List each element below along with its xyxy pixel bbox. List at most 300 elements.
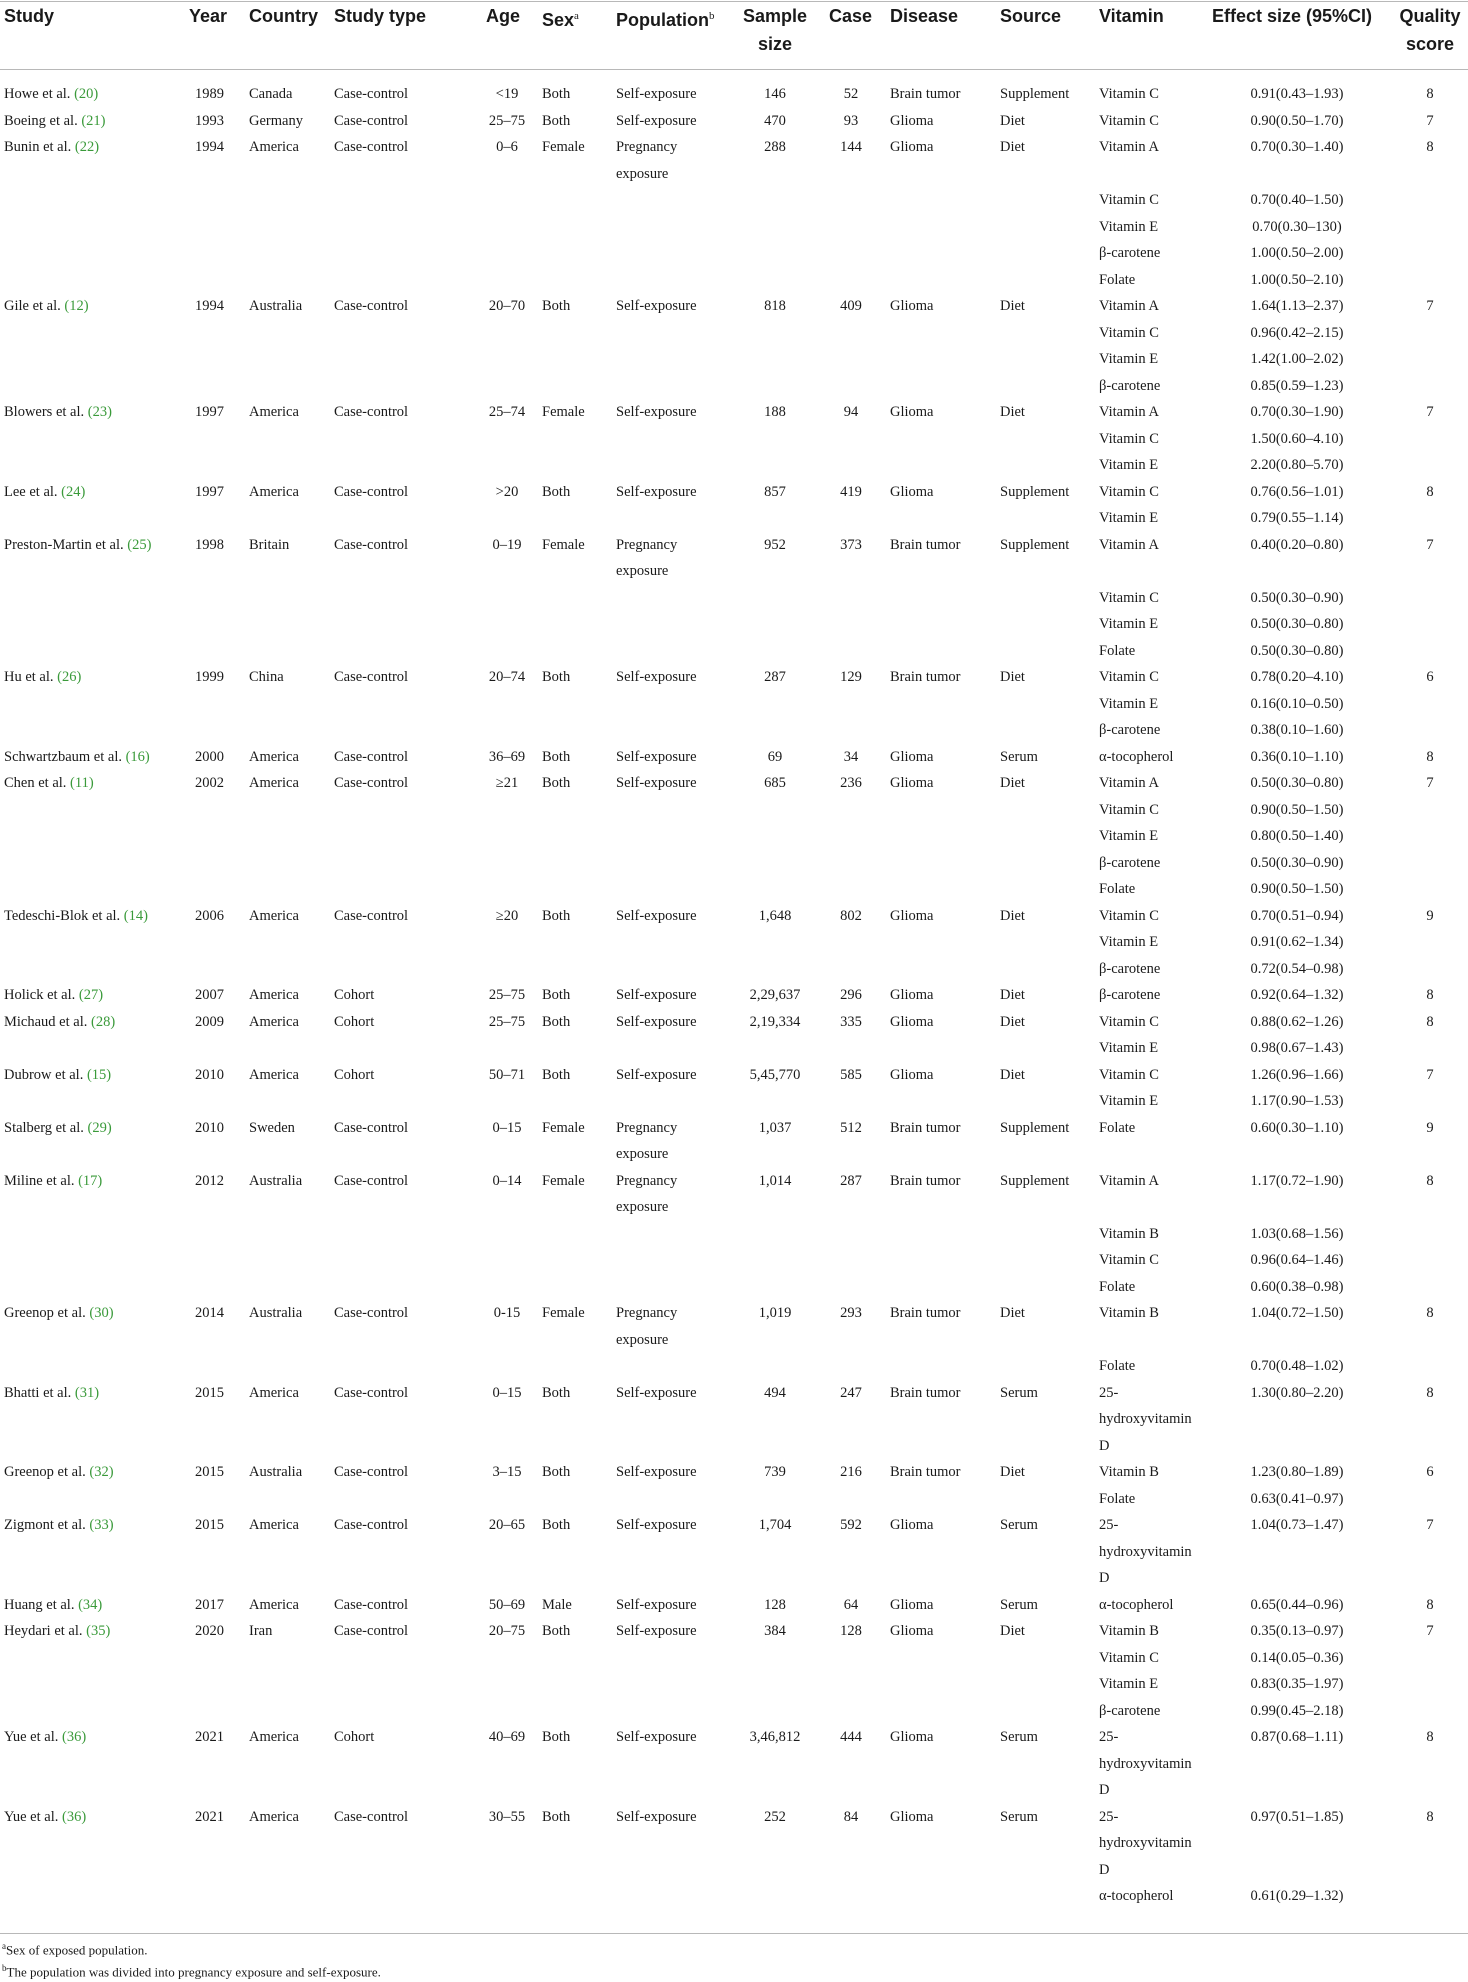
study-sex: Both xyxy=(542,1066,571,1083)
study-quality-score: 7 xyxy=(1426,298,1434,314)
study-reference-link[interactable]: (36) xyxy=(61,1729,87,1745)
study-sample-size: 2,19,334 xyxy=(749,1013,801,1030)
study-case-count: 52 xyxy=(843,86,859,102)
study-population: Self-exposure xyxy=(616,1623,697,1639)
effect-size: 0.16(0.10–0.50) xyxy=(1250,695,1344,712)
study-year: 2010 xyxy=(195,1066,224,1083)
study-disease: Glioma xyxy=(890,1623,934,1639)
study-age: 20–65 xyxy=(488,1517,526,1533)
study-name xyxy=(4,1617,110,1645)
study-source: Supplement xyxy=(1000,536,1070,553)
vitamin-name: Vitamin A xyxy=(1099,298,1159,314)
study-disease: Glioma xyxy=(890,298,934,314)
study-reference-link[interactable]: (14) xyxy=(123,907,148,924)
study-country: Germany xyxy=(249,112,303,129)
footnote-a xyxy=(2,1937,381,1959)
vitamin-name: α-tocopherol xyxy=(1099,748,1174,765)
study-case-count: 144 xyxy=(840,139,862,155)
study-population: Self-exposure xyxy=(616,1464,697,1480)
effect-size: 0.60(0.30–1.10) xyxy=(1250,1119,1344,1136)
study-case-count: 802 xyxy=(840,907,862,924)
study-sample-size: 69 xyxy=(767,748,783,765)
study-disease: Brain tumor xyxy=(890,1172,961,1189)
effect-size: 0.90(0.50–1.50) xyxy=(1250,881,1344,897)
study-population: exposure xyxy=(616,1199,669,1215)
study-case-count: 247 xyxy=(840,1384,862,1401)
header-study: Study xyxy=(4,6,55,26)
effect-size: 0.70(0.48–1.02) xyxy=(1250,1358,1344,1374)
study-source: Serum xyxy=(1000,1517,1038,1533)
vitamin-name: β-carotene xyxy=(1099,854,1161,871)
vitamin-name: Vitamin C xyxy=(1099,192,1159,208)
study-name xyxy=(4,1591,102,1619)
study-population: Self-exposure xyxy=(616,298,697,314)
study-quality-score: 7 xyxy=(1426,404,1434,420)
study-case-count: 84 xyxy=(843,1808,859,1825)
study-year: 2021 xyxy=(195,1729,224,1745)
study-population: Self-exposure xyxy=(616,907,697,924)
vitamin-name: Folate xyxy=(1099,1490,1136,1507)
study-sex: Both xyxy=(542,1384,571,1401)
study-source: Supplement xyxy=(1000,483,1070,500)
study-sample-size: 1,704 xyxy=(758,1517,792,1533)
study-case-count: 128 xyxy=(840,1623,862,1639)
study-name xyxy=(4,1061,111,1089)
vitamin-name: Vitamin E xyxy=(1099,1040,1159,1056)
study-disease: Glioma xyxy=(890,1729,934,1745)
study-reference-link[interactable]: (11) xyxy=(70,775,94,791)
study-type: Cohort xyxy=(334,1013,375,1030)
study-year: 2015 xyxy=(195,1464,224,1480)
study-sex: Both xyxy=(542,1517,571,1533)
header-effect-size: Effect size (95%CI) xyxy=(1212,6,1373,26)
study-type: Case-control xyxy=(334,112,409,129)
study-quality-score: 8 xyxy=(1426,1729,1434,1745)
study-population: exposure xyxy=(616,1331,669,1348)
effect-size: 0.38(0.10–1.60) xyxy=(1250,722,1344,738)
study-sex: Female xyxy=(542,1305,585,1321)
study-country: Australia xyxy=(249,1305,303,1321)
study-source: Supplement xyxy=(1000,86,1070,102)
header-disease: Disease xyxy=(890,6,959,26)
study-population: exposure xyxy=(616,1146,669,1162)
vitamin-name: Vitamin C xyxy=(1099,86,1159,102)
effect-size: 0.76(0.56–1.01) xyxy=(1250,483,1344,500)
footnote-a-text: Sex of exposed population. xyxy=(6,1942,148,1958)
study-author: Zigmont et al. xyxy=(4,1517,86,1533)
study-disease: Glioma xyxy=(890,987,934,1003)
study-author: Schwartzbaum et al. xyxy=(4,748,122,765)
study-sample-size: 5,45,770 xyxy=(749,1066,801,1083)
study-reference-link[interactable]: (23) xyxy=(87,404,112,420)
header-sample-size-line2: size xyxy=(757,34,793,54)
vitamin-name: Vitamin C xyxy=(1099,483,1159,500)
study-reference-link[interactable]: (31) xyxy=(74,1384,100,1401)
study-reference-link[interactable]: (15) xyxy=(86,1066,112,1083)
study-type: Case-control xyxy=(334,1172,409,1189)
study-country: America xyxy=(249,775,299,791)
effect-size: 0.70(0.51–0.94) xyxy=(1250,907,1344,924)
effect-size: 0.50(0.30–0.90) xyxy=(1250,854,1344,871)
vitamin-name: Vitamin A xyxy=(1099,404,1159,420)
study-quality-score: 8 xyxy=(1426,1808,1434,1825)
study-year: 2015 xyxy=(195,1384,224,1401)
study-sample-size: 857 xyxy=(764,483,786,500)
study-year: 2012 xyxy=(195,1172,224,1189)
effect-size: 1.30(0.80–2.20) xyxy=(1250,1384,1344,1401)
vitamin-name: Vitamin E xyxy=(1099,828,1159,844)
vitamin-name: Vitamin E xyxy=(1099,695,1159,712)
header-population-footnote-mark: b xyxy=(709,10,715,22)
study-year: 2014 xyxy=(195,1305,224,1321)
study-type: Case-control xyxy=(334,1808,409,1825)
study-disease: Glioma xyxy=(890,907,934,924)
study-case-count: 444 xyxy=(840,1729,862,1745)
study-year: 2010 xyxy=(195,1119,224,1136)
vitamin-name: Folate xyxy=(1099,1278,1136,1295)
study-reference-link[interactable]: (22) xyxy=(74,139,100,155)
effect-size: 0.61(0.29–1.32) xyxy=(1250,1888,1344,1904)
study-quality-score: 8 xyxy=(1426,1305,1434,1321)
study-sample-size: 3,46,812 xyxy=(749,1729,801,1745)
study-population: Self-exposure xyxy=(616,1729,697,1745)
vitamin-name: α-tocopherol xyxy=(1099,1888,1174,1904)
study-quality-score: 8 xyxy=(1426,987,1434,1003)
study-quality-score: 8 xyxy=(1426,1013,1434,1030)
vitamin-name: Vitamin B xyxy=(1099,1305,1159,1321)
study-name xyxy=(4,1803,86,1831)
study-name xyxy=(4,743,150,771)
study-case-count: 335 xyxy=(840,1013,862,1030)
study-disease: Glioma xyxy=(890,748,934,765)
table-header-rule xyxy=(0,69,1468,70)
study-name xyxy=(4,531,151,559)
effect-size: 1.04(0.72–1.50) xyxy=(1250,1305,1344,1321)
vitamin-name: Vitamin C xyxy=(1099,1252,1159,1268)
study-age: 25–75 xyxy=(488,987,526,1003)
vitamin-name: Folate xyxy=(1099,642,1136,659)
effect-size: 0.85(0.59–1.23) xyxy=(1250,377,1344,394)
study-country: America xyxy=(249,1808,299,1825)
study-reference-link[interactable]: (26) xyxy=(57,669,82,685)
effect-size: 0.88(0.62–1.26) xyxy=(1250,1013,1344,1030)
study-author: Preston-Martin et al. xyxy=(4,536,124,553)
study-name xyxy=(4,1299,114,1327)
header-population xyxy=(616,2,715,34)
vitamin-name: β-carotene xyxy=(1099,1702,1161,1719)
study-quality-score: 7 xyxy=(1426,1066,1434,1083)
vitamin-name: Folate xyxy=(1099,1358,1136,1374)
vitamin-name: Vitamin B xyxy=(1099,1623,1159,1639)
vitamin-name: Vitamin E xyxy=(1099,1676,1159,1692)
study-country: America xyxy=(249,483,299,500)
study-case-count: 64 xyxy=(843,1596,859,1613)
study-author: Lee et al. xyxy=(4,483,58,500)
effect-size: 0.70(0.30–1.40) xyxy=(1250,139,1344,155)
study-quality-score: 8 xyxy=(1426,483,1434,500)
study-country: Sweden xyxy=(249,1119,295,1136)
study-sample-size: 470 xyxy=(764,112,786,129)
vitamin-name: Vitamin C xyxy=(1099,1013,1159,1030)
vitamin-name: Vitamin C xyxy=(1099,1066,1159,1083)
study-type: Cohort xyxy=(334,1729,375,1745)
study-source: Diet xyxy=(1000,907,1025,924)
vitamin-name: Vitamin A xyxy=(1099,775,1159,791)
study-population: Pregnancy xyxy=(616,1119,678,1136)
study-reference-link[interactable]: (20) xyxy=(74,86,99,102)
study-year: 1999 xyxy=(195,669,224,685)
vitamin-name: hydroxyvitamin xyxy=(1099,1543,1192,1560)
study-author: Greenop et al. xyxy=(4,1464,86,1480)
study-type: Case-control xyxy=(334,404,409,420)
study-population: Pregnancy xyxy=(616,1172,678,1189)
study-population: Self-exposure xyxy=(616,1808,697,1825)
study-population: Self-exposure xyxy=(616,1013,697,1030)
study-sex: Both xyxy=(542,1464,571,1480)
study-reference-link[interactable]: (27) xyxy=(78,987,104,1003)
study-author: Heydari et al. xyxy=(4,1623,83,1639)
vitamin-name: Vitamin C xyxy=(1099,669,1159,685)
vitamin-name: Folate xyxy=(1099,271,1136,288)
study-age: 25–75 xyxy=(488,1013,526,1030)
study-reference-link[interactable]: (21) xyxy=(81,112,106,129)
study-sex: Female xyxy=(542,1119,585,1136)
study-name xyxy=(4,663,81,691)
vitamin-name: Vitamin C xyxy=(1099,801,1159,818)
study-country: America xyxy=(249,748,299,765)
study-reference-link[interactable]: (36) xyxy=(61,1808,87,1825)
study-population: Self-exposure xyxy=(616,1066,697,1083)
study-source: Diet xyxy=(1000,1464,1025,1480)
study-case-count: 216 xyxy=(840,1464,862,1480)
study-reference-link[interactable]: (35) xyxy=(86,1623,111,1639)
study-year: 2017 xyxy=(195,1596,224,1613)
study-case-count: 592 xyxy=(840,1517,862,1533)
effect-size: 0.79(0.55–1.14) xyxy=(1250,510,1344,526)
study-sex: Both xyxy=(542,987,571,1003)
study-type: Case-control xyxy=(334,139,409,155)
study-source: Serum xyxy=(1000,748,1038,765)
study-type: Case-control xyxy=(334,536,409,553)
header-country: Country xyxy=(249,6,318,26)
effect-size: 1.00(0.50–2.00) xyxy=(1250,245,1344,261)
vitamin-name: 25- xyxy=(1099,1808,1119,1825)
study-sex: Both xyxy=(542,1623,571,1639)
study-population: Pregnancy xyxy=(616,139,678,155)
study-sex: Both xyxy=(542,298,571,314)
study-author: Boeing et al. xyxy=(4,112,78,129)
study-quality-score: 6 xyxy=(1426,669,1434,685)
study-author: Yue et al. xyxy=(4,1729,59,1745)
effect-size: 0.70(0.30–130) xyxy=(1252,218,1342,235)
vitamin-name: 25- xyxy=(1099,1729,1119,1745)
study-source: Diet xyxy=(1000,1066,1025,1083)
study-population: Self-exposure xyxy=(616,1517,697,1533)
study-quality-score: 9 xyxy=(1426,907,1434,924)
study-case-count: 293 xyxy=(840,1305,862,1321)
study-population: Self-exposure xyxy=(616,1384,697,1401)
study-sample-size: 1,014 xyxy=(758,1172,792,1189)
header-population-label: Population xyxy=(616,10,709,30)
vitamin-name: Folate xyxy=(1099,1119,1136,1136)
effect-size: 1.23(0.80–1.89) xyxy=(1250,1464,1344,1480)
study-country: America xyxy=(249,1384,299,1401)
study-source: Diet xyxy=(1000,298,1025,314)
study-age: 40–69 xyxy=(488,1729,526,1745)
header-age: Age xyxy=(486,6,521,26)
header-study-type: Study type xyxy=(334,6,427,26)
study-author: Yue et al. xyxy=(4,1808,59,1825)
study-reference-link[interactable]: (17) xyxy=(78,1172,103,1189)
study-sample-size: 252 xyxy=(764,1808,786,1825)
study-name xyxy=(4,133,99,161)
study-sample-size: 146 xyxy=(764,86,786,102)
effect-size: 0.14(0.05–0.36) xyxy=(1250,1649,1344,1666)
study-author: Chen et al. xyxy=(4,775,67,791)
study-age: 25–75 xyxy=(488,112,526,129)
study-name xyxy=(4,1723,86,1751)
header-quality-score xyxy=(1394,2,1466,58)
effect-size: 0.97(0.51–1.85) xyxy=(1250,1808,1344,1825)
study-population: Self-exposure xyxy=(616,86,697,102)
study-author: Blowers et al. xyxy=(4,404,85,420)
effect-size: 0.70(0.40–1.50) xyxy=(1250,192,1344,208)
study-name xyxy=(4,1379,99,1407)
header-vitamin: Vitamin xyxy=(1099,6,1164,26)
effect-size: 0.70(0.30–1.90) xyxy=(1250,404,1344,420)
header-source: Source xyxy=(1000,6,1062,26)
study-author: Miline et al. xyxy=(4,1172,75,1189)
effect-size: 0.87(0.68–1.11) xyxy=(1250,1729,1344,1745)
study-quality-score: 8 xyxy=(1426,86,1434,102)
study-sample-size: 1,648 xyxy=(758,907,792,924)
study-author: Stalberg et al. xyxy=(4,1119,84,1136)
study-sample-size: 188 xyxy=(764,404,786,420)
study-reference-link[interactable]: (25) xyxy=(127,536,152,553)
study-sample-size: 287 xyxy=(764,669,786,685)
study-reference-link[interactable]: (16) xyxy=(125,748,150,765)
effect-size: 0.65(0.44–0.96) xyxy=(1250,1596,1344,1613)
study-year: 1997 xyxy=(195,483,224,500)
effect-size: 0.63(0.41–0.97) xyxy=(1250,1490,1344,1507)
header-quality-line2: score xyxy=(1405,34,1455,54)
study-reference-link[interactable]: (32) xyxy=(89,1464,114,1480)
study-population: Pregnancy xyxy=(616,1305,678,1321)
study-reference-link[interactable]: (33) xyxy=(89,1517,114,1533)
study-reference-link[interactable]: (30) xyxy=(89,1305,114,1321)
study-disease: Glioma xyxy=(890,112,934,129)
effect-size: 0.90(0.50–1.50) xyxy=(1250,801,1344,818)
study-source: Diet xyxy=(1000,1623,1025,1639)
study-country: Australia xyxy=(249,1172,303,1189)
study-quality-score: 6 xyxy=(1426,1464,1434,1480)
effect-size: 1.17(0.90–1.53) xyxy=(1250,1093,1344,1109)
study-type: Case-control xyxy=(334,748,409,765)
vitamin-name: D xyxy=(1099,1570,1110,1586)
study-reference-link[interactable]: (28) xyxy=(90,1013,116,1030)
vitamin-name: Vitamin E xyxy=(1099,510,1159,526)
study-year: 2006 xyxy=(195,907,224,924)
vitamin-name: Vitamin E xyxy=(1099,934,1159,950)
study-reference-link[interactable]: (29) xyxy=(87,1119,112,1136)
study-reference-link[interactable]: (34) xyxy=(78,1596,103,1613)
study-type: Case-control xyxy=(334,86,409,102)
header-sex xyxy=(542,2,579,34)
vitamin-name: Vitamin A xyxy=(1099,1172,1159,1189)
study-author: Tedeschi-Blok et al. xyxy=(4,907,121,924)
header-case: Case xyxy=(829,6,873,26)
study-sex: Both xyxy=(542,112,571,129)
study-type: Case-control xyxy=(334,1119,409,1136)
vitamin-name: Vitamin E xyxy=(1099,1093,1159,1109)
study-disease: Glioma xyxy=(890,404,934,420)
vitamin-name: Vitamin E xyxy=(1099,351,1159,367)
study-population: Self-exposure xyxy=(616,669,697,685)
study-name xyxy=(4,1458,114,1486)
study-author: Michaud et al. xyxy=(4,1013,88,1030)
study-sample-size: 494 xyxy=(764,1384,786,1401)
study-disease: Brain tumor xyxy=(890,86,961,102)
study-age: ≥21 xyxy=(495,775,519,791)
vitamin-name: Vitamin B xyxy=(1099,1464,1159,1480)
vitamin-name: Folate xyxy=(1099,881,1136,897)
study-year: 1998 xyxy=(195,536,224,553)
study-name xyxy=(4,769,94,797)
study-case-count: 296 xyxy=(840,987,862,1003)
study-year: 1994 xyxy=(195,298,224,314)
study-sex: Both xyxy=(542,1808,571,1825)
vitamin-name: Vitamin C xyxy=(1099,589,1159,606)
study-source: Diet xyxy=(1000,775,1025,791)
effect-size: 1.03(0.68–1.56) xyxy=(1250,1225,1344,1242)
study-quality-score: 8 xyxy=(1426,748,1434,765)
footnote-a-mark: a xyxy=(2,1941,6,1951)
study-year: 2002 xyxy=(195,775,224,791)
study-country: America xyxy=(249,987,299,1003)
study-sex: Female xyxy=(542,1172,585,1189)
study-country: America xyxy=(249,1013,299,1030)
effect-size: 0.50(0.30–0.80) xyxy=(1250,775,1344,791)
vitamin-name: β-carotene xyxy=(1099,722,1161,738)
study-name xyxy=(4,398,112,426)
study-quality-score: 7 xyxy=(1426,775,1434,791)
study-sample-size: 1,037 xyxy=(758,1119,792,1136)
study-case-count: 512 xyxy=(840,1119,862,1136)
study-sample-size: 952 xyxy=(764,536,786,553)
study-age: 0-15 xyxy=(493,1305,521,1321)
study-case-count: 236 xyxy=(840,775,862,791)
study-reference-link[interactable]: (12) xyxy=(64,298,89,314)
study-name xyxy=(4,1167,102,1195)
study-age: 0–19 xyxy=(492,536,522,553)
study-author: Greenop et al. xyxy=(4,1305,86,1321)
study-source: Diet xyxy=(1000,112,1025,129)
study-population: exposure xyxy=(616,563,669,579)
study-type: Case-control xyxy=(334,1596,409,1613)
header-year: Year xyxy=(189,6,228,26)
study-quality-score: 7 xyxy=(1426,1517,1434,1533)
study-author: Gile et al. xyxy=(4,298,61,314)
study-disease: Brain tumor xyxy=(890,669,961,685)
study-type: Case-control xyxy=(334,1464,409,1480)
vitamin-name: β-carotene xyxy=(1099,987,1161,1003)
study-author: Hu et al. xyxy=(4,669,54,685)
study-name xyxy=(4,1008,115,1036)
study-disease: Glioma xyxy=(890,1066,934,1083)
study-reference-link[interactable]: (24) xyxy=(61,483,86,500)
effect-size: 0.92(0.64–1.32) xyxy=(1250,987,1344,1003)
study-disease: Glioma xyxy=(890,139,934,155)
